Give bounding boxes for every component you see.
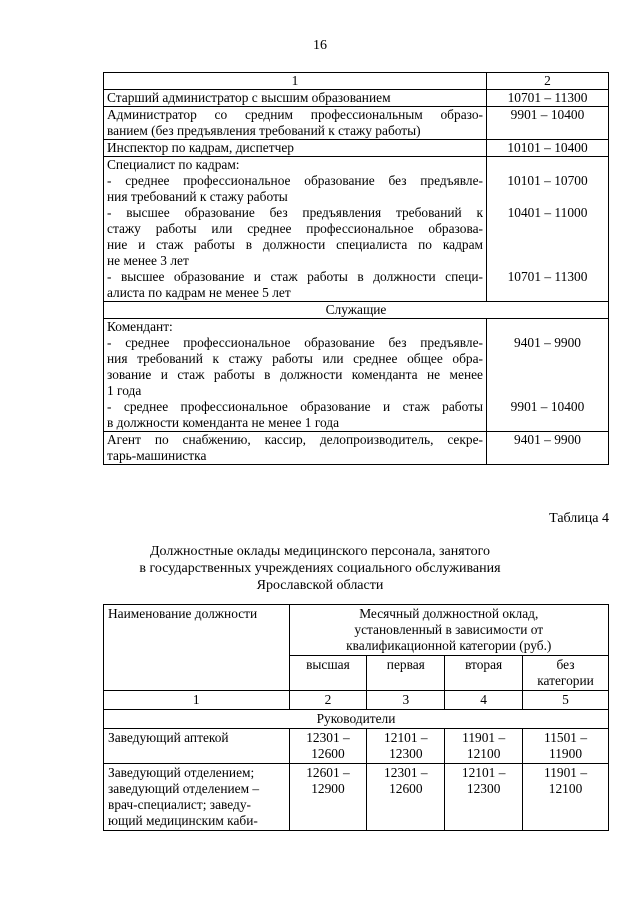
position-cell bbox=[104, 140, 487, 157]
position-line: - среднее профессиональное образование и стаж работы bbox=[107, 399, 483, 414]
salary-range: 10101 – 10400 bbox=[507, 140, 588, 155]
salary-cell bbox=[487, 140, 609, 157]
position-line: Заведующий аптекой bbox=[108, 730, 229, 745]
salary-range-end: 12600 bbox=[311, 746, 345, 761]
position-cell bbox=[104, 764, 290, 831]
position-line: Инспектор по кадрам, диспетчер bbox=[107, 140, 294, 155]
position-line: Агент по снабжению, кассир, делопроизводитель, секре- bbox=[107, 432, 483, 447]
column-numbers-row bbox=[104, 691, 609, 710]
salary-range: 9401 – 9900 bbox=[514, 335, 581, 350]
position-line: ния требований к стажу работы или среднее общее обра- bbox=[107, 351, 483, 366]
salary-range-start: 12301 – bbox=[384, 765, 428, 780]
position-cell bbox=[104, 157, 487, 302]
column-number-2: 2 bbox=[487, 73, 609, 90]
page-number: 16 bbox=[313, 38, 327, 53]
salary-range: 10701 – 11300 bbox=[507, 90, 588, 105]
caption-line: Ярославской области bbox=[256, 578, 384, 593]
position-cell bbox=[104, 729, 290, 764]
column-number: 2 bbox=[289, 691, 367, 710]
salary-range-start: 11501 – bbox=[544, 730, 588, 745]
table-row bbox=[104, 140, 609, 157]
salary-range: 10701 – 11300 bbox=[507, 269, 588, 284]
category-second: вторая bbox=[445, 656, 523, 691]
position-line: 1 года bbox=[107, 383, 142, 398]
table-row bbox=[104, 90, 609, 107]
salary-range: 9901 – 10400 bbox=[510, 107, 585, 122]
position-line: в должности коменданта не менее 1 года bbox=[107, 415, 340, 430]
position-line: Старший администратор с высшим образованием bbox=[107, 90, 391, 105]
position-line: тарь-машинистка bbox=[107, 448, 207, 463]
position-line: - среднее профессиональное образование без предъявле- bbox=[107, 335, 483, 350]
position-line: врач-специалист; заведу- bbox=[108, 797, 251, 812]
section-heading: Служащие bbox=[104, 302, 609, 319]
salary-cell bbox=[523, 764, 609, 831]
salary-range: 9901 – 10400 bbox=[510, 399, 585, 414]
salary-cell bbox=[445, 729, 523, 764]
salary-range-start: 12101 – bbox=[384, 730, 428, 745]
group-header-line: Месячный должностной оклад, bbox=[359, 606, 539, 621]
table-caption bbox=[0, 543, 640, 594]
table-label: Таблица 4 bbox=[549, 511, 609, 526]
position-cell bbox=[104, 90, 487, 107]
position-cell bbox=[104, 432, 487, 465]
salary-cell bbox=[367, 729, 445, 764]
table-row bbox=[104, 729, 609, 764]
salary-range-end: 12100 bbox=[466, 746, 501, 761]
salary-group-header bbox=[289, 605, 608, 656]
position-line: ния требований к стажу работы bbox=[107, 189, 288, 204]
position-line: стажу работы или среднее профессиональное образова- bbox=[107, 221, 483, 236]
salary-cell bbox=[487, 432, 609, 465]
category-none: без категории bbox=[523, 656, 609, 691]
salary-cell bbox=[367, 764, 445, 831]
category-first: первая bbox=[367, 656, 445, 691]
salary-range-end: 12600 bbox=[389, 781, 423, 796]
position-line: - среднее профессиональное образование без предъявле- bbox=[107, 173, 483, 188]
salary-table-continued bbox=[103, 72, 609, 465]
table-row bbox=[104, 157, 609, 302]
salary-cell bbox=[289, 764, 367, 831]
column-number: 4 bbox=[445, 691, 523, 710]
salary-range-end: 12300 bbox=[389, 746, 423, 761]
salary-range-start: 12601 – bbox=[306, 765, 350, 780]
position-line: не менее 3 лет bbox=[107, 253, 189, 268]
table-row bbox=[104, 319, 609, 432]
salary-cell bbox=[523, 729, 609, 764]
position-cell bbox=[104, 319, 487, 432]
group-header-line: квалификационной категории (руб.) bbox=[346, 638, 552, 653]
column-number-1: 1 bbox=[104, 73, 487, 90]
table-row bbox=[104, 432, 609, 465]
position-line: Комендант: bbox=[107, 319, 173, 334]
column-number: 1 bbox=[104, 691, 290, 710]
salary-range-end: 12100 bbox=[548, 781, 583, 796]
table-row bbox=[104, 764, 609, 831]
group-header-line: установленный в зависимости от bbox=[354, 622, 544, 637]
table-header-row bbox=[104, 605, 609, 656]
salary-range-start: 11901 – bbox=[544, 765, 588, 780]
table-row bbox=[104, 107, 609, 140]
section-row bbox=[104, 710, 609, 729]
column-number: 3 bbox=[367, 691, 445, 710]
position-column-header: Наименование должности bbox=[104, 605, 290, 691]
caption-line: в государственных учреждениях социального обслуживания bbox=[139, 561, 501, 576]
salary-cell bbox=[289, 729, 367, 764]
salary-range-end: 12300 bbox=[466, 781, 501, 796]
medical-staff-salary-table bbox=[103, 604, 609, 831]
salary-range-end: 12900 bbox=[311, 781, 345, 796]
salary-range-start: 12301 – bbox=[306, 730, 350, 745]
position-line: Администратор со средним профессиональным образо- bbox=[107, 107, 483, 122]
column-number: 5 bbox=[523, 691, 609, 710]
position-line: Заведующий отделением; bbox=[108, 765, 255, 780]
caption-line: Должностные оклады медицинского персонала, занятого bbox=[150, 544, 490, 559]
position-line: - высшее образование без предъявления требований к bbox=[107, 205, 483, 220]
position-line: - высшее образование и стаж работы в должности специ- bbox=[107, 269, 483, 284]
salary-cell bbox=[487, 90, 609, 107]
salary-cell bbox=[487, 157, 609, 302]
table-header-row bbox=[104, 73, 609, 90]
position-line: зование и стаж работы в должности коменданта не менее bbox=[107, 367, 483, 382]
position-line: заведующий отделением – bbox=[108, 781, 260, 796]
salary-range-end: 11900 bbox=[549, 746, 583, 761]
position-line: Специалист по кадрам: bbox=[107, 157, 240, 172]
salary-range-start: 12101 – bbox=[461, 765, 506, 780]
section-heading: Руководители bbox=[104, 710, 609, 729]
salary-range: 10401 – 11000 bbox=[507, 205, 588, 220]
salary-range: 9401 – 9900 bbox=[514, 432, 581, 447]
position-line: ние и стаж работы в должности специалиста по кадрам bbox=[107, 237, 483, 252]
salary-cell bbox=[487, 107, 609, 140]
salary-cell bbox=[445, 764, 523, 831]
section-row bbox=[104, 302, 609, 319]
salary-range: 10101 – 10700 bbox=[507, 173, 588, 188]
category-highest: высшая bbox=[289, 656, 367, 691]
position-line: алиста по кадрам не менее 5 лет bbox=[107, 285, 291, 300]
position-cell bbox=[104, 107, 487, 140]
salary-range-start: 11901 – bbox=[462, 730, 506, 745]
position-line: ющий медицинским каби- bbox=[108, 813, 258, 828]
salary-cell bbox=[487, 319, 609, 432]
position-line: ванием (без предъявления требований к стажу работы) bbox=[107, 123, 421, 138]
